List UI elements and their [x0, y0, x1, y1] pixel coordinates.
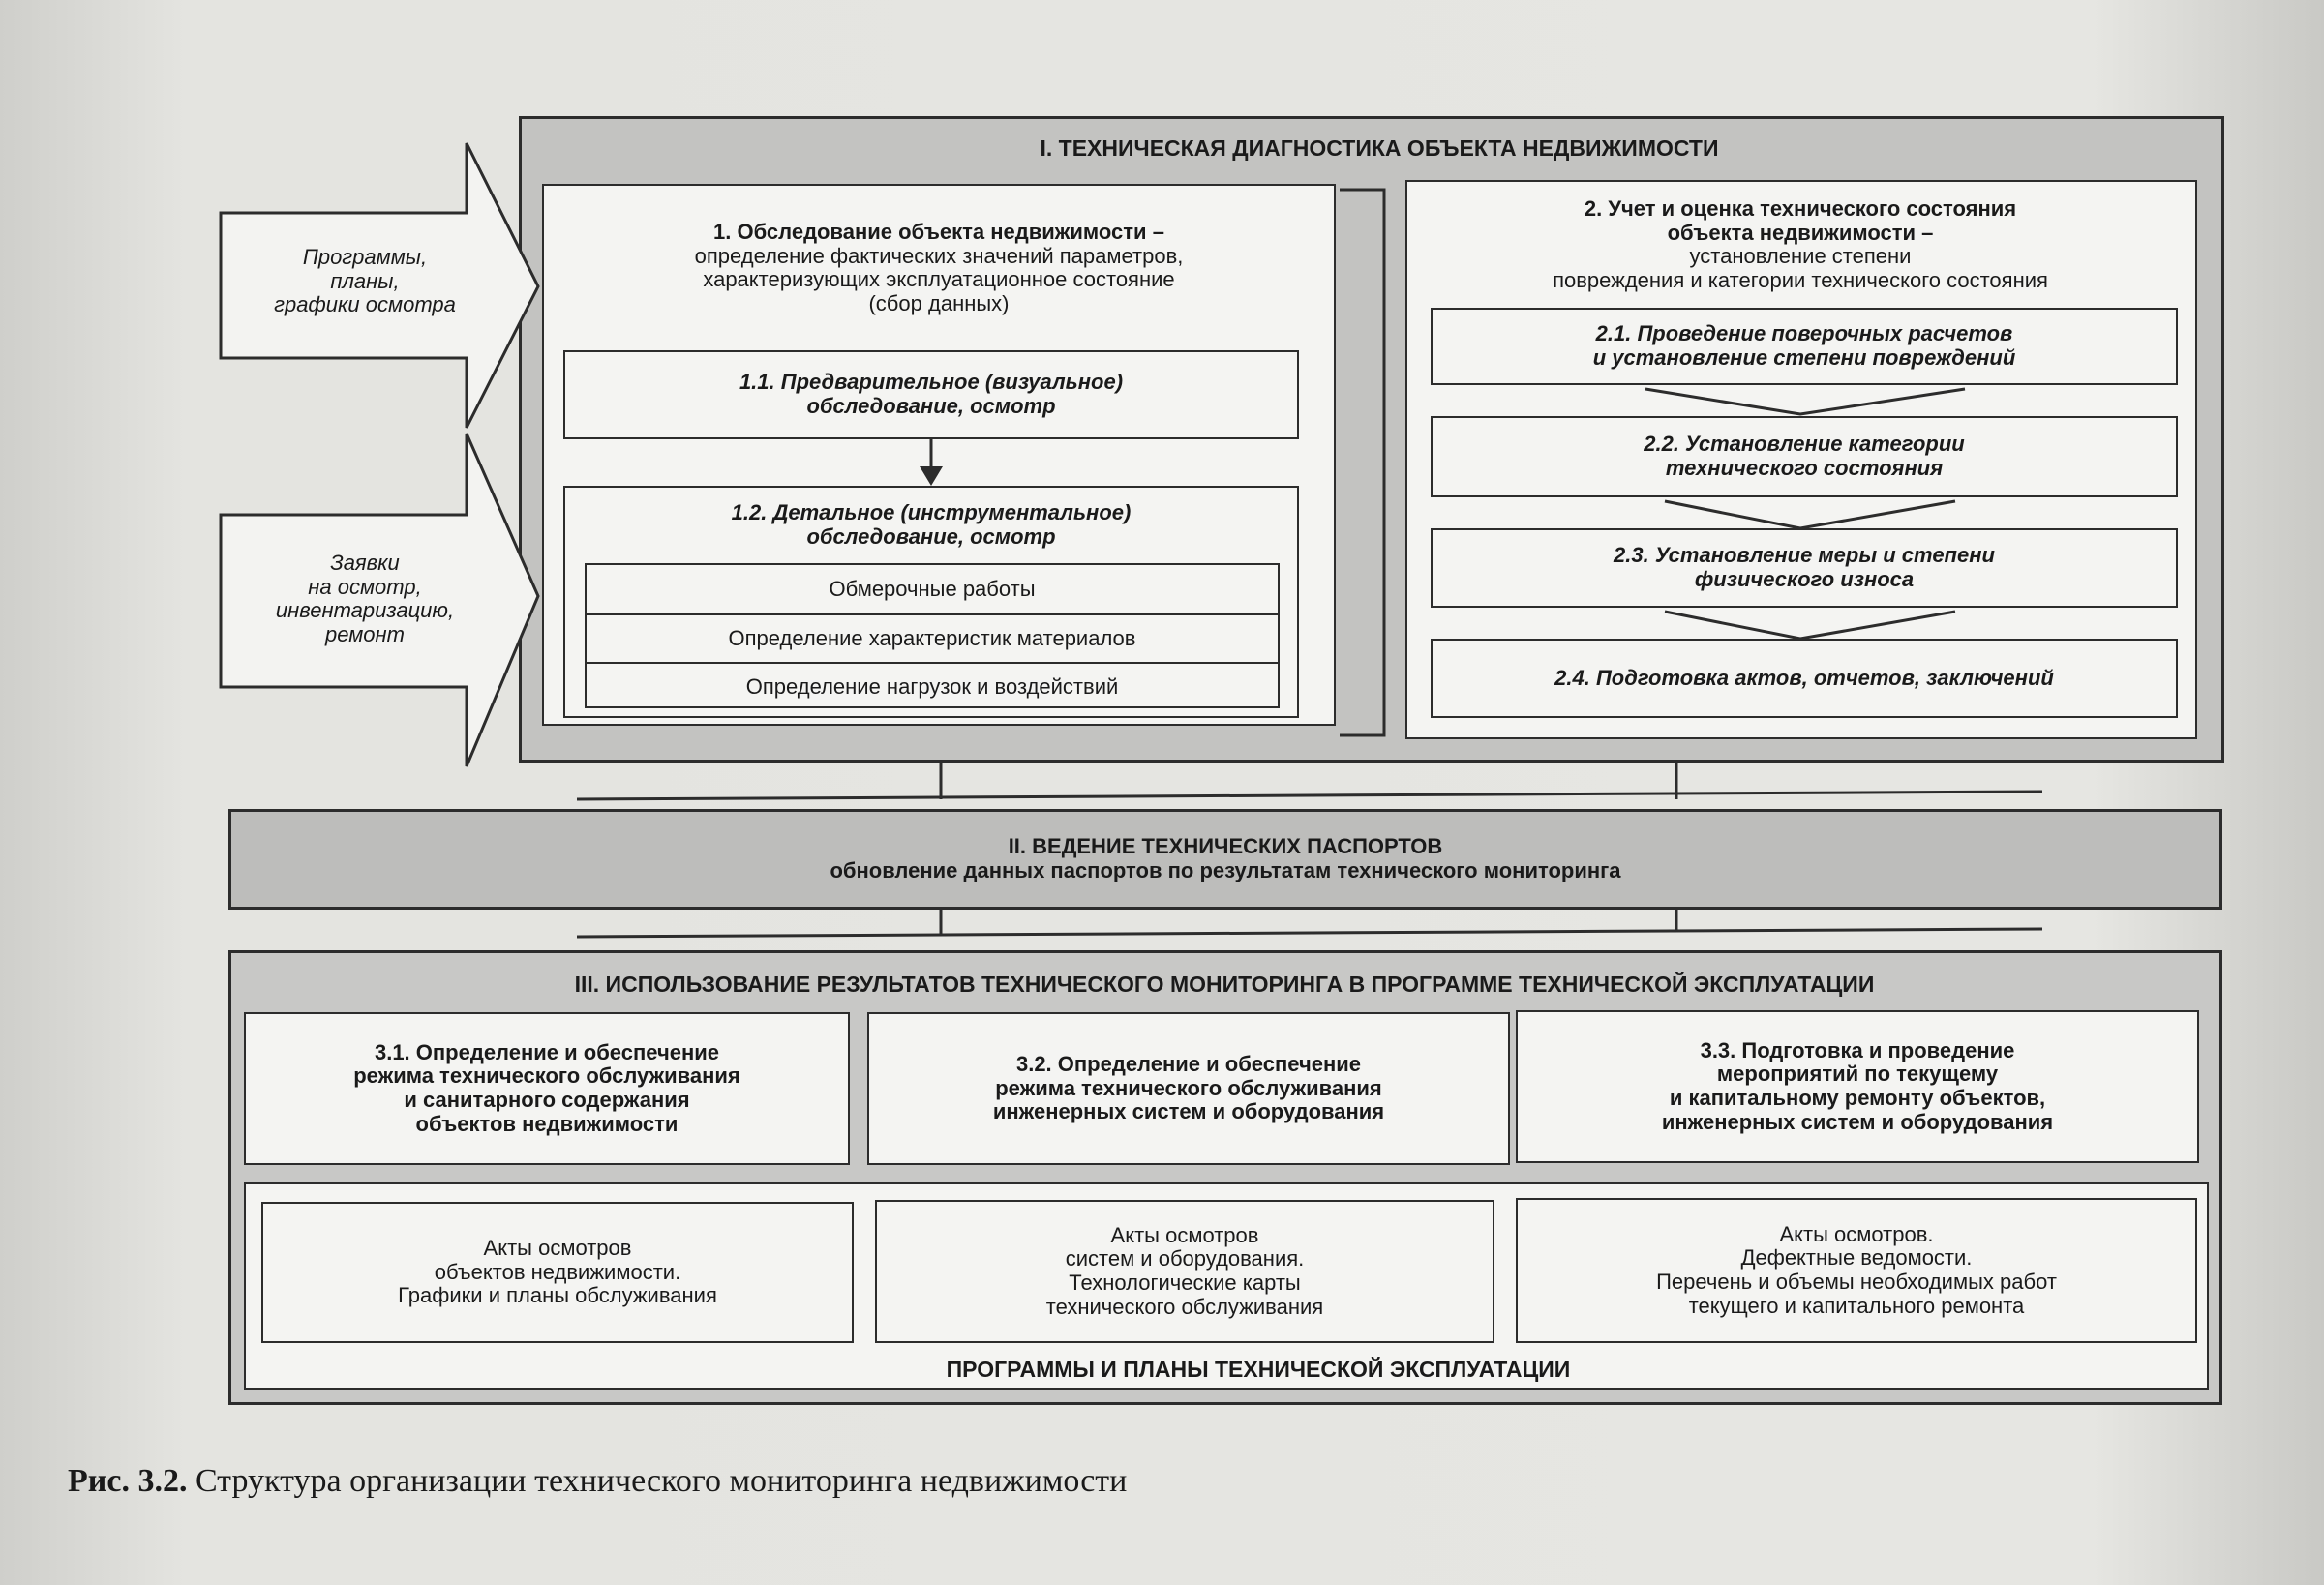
item-3-2-line1: 3.2. Определение и обеспечение: [1015, 1052, 1362, 1077]
step-2-2-line2: технического состояния: [1665, 456, 1944, 480]
item-3-1-line3: и санитарного содержания: [404, 1088, 690, 1112]
block1-desc-1: определение фактических значений параметров,: [694, 243, 1184, 268]
block2-title-1: 2. Учет и оценка технического состояния: [1584, 196, 2017, 221]
item-3-3-line4: инженерных систем и оборудования: [1661, 1109, 2054, 1134]
connector-1-2-bar: [577, 792, 2042, 799]
requests-line1: Заявки: [330, 551, 400, 575]
block2-desc-2: повреждения и категории технического состояния: [1553, 267, 2048, 292]
block1-desc-3: (сбор данных): [868, 290, 1010, 315]
step-2-4-label: 2.4. Подготовка актов, отчетов, заключений: [1554, 665, 2054, 690]
item-3-2-line2: режима технического обслуживания: [995, 1075, 1382, 1100]
programs-line2: планы,: [330, 268, 400, 293]
section2-band: [228, 809, 2222, 910]
output-3-3-line4: текущего и капитального ремонта: [1688, 1293, 2025, 1318]
step-1-2-line2: обследование, осмотр: [806, 523, 1056, 549]
requests-label: [254, 552, 476, 647]
work-item-measure: Обмерочные работы: [587, 565, 1278, 615]
caption-text: Структура организации технического мониторинга недвижимости: [195, 1463, 1128, 1499]
programs-line1: Программы,: [302, 245, 428, 269]
item-3-1-line2: режима технического обслуживания: [353, 1063, 740, 1089]
step-2-1-line1: 2.1. Проведение поверочных расчетов: [1595, 321, 2013, 346]
step-1-1-line2: обследование, осмотр: [806, 394, 1056, 418]
figure-caption: [68, 1463, 1520, 1500]
programs-line3: графики осмотра: [274, 292, 456, 317]
output-3-1: [261, 1202, 854, 1343]
block1-title: 1. Обследование объекта недвижимости –: [713, 220, 1164, 244]
output-3-3-line1: Акты осмотров.: [1779, 1221, 1934, 1246]
output-3-2: [875, 1200, 1494, 1343]
step-1-2-line1: 1.2. Детальное (инструментальное): [731, 500, 1132, 524]
item-3-3-line1: 3.3. Подготовка и проведение: [1700, 1037, 2015, 1062]
block2-desc-1: установление степени: [1689, 244, 1912, 269]
step-2-3-line2: физического износа: [1694, 567, 1915, 591]
chevron-2-2-2-3: [1665, 501, 1955, 528]
requests-line2: на осмотр,: [308, 574, 422, 599]
work-item-materials: Определение характеристик материалов: [587, 615, 1278, 664]
step-1-1-line1: 1.1. Предварительное (визуальное): [739, 370, 1124, 395]
section3-footer: ПРОГРАММЫ И ПЛАНЫ ТЕХНИЧЕСКОЙ ЭКСПЛУАТАЦИИ: [946, 1357, 1571, 1382]
block2-title-2: объекта недвижимости –: [1667, 220, 1934, 245]
output-3-1-line2: объектов недвижимости.: [434, 1259, 681, 1284]
chevron-2-1-2-2: [1645, 389, 1965, 414]
section2-title: II. ВЕДЕНИЕ ТЕХНИЧЕСКИХ ПАСПОРТОВ: [1008, 834, 1443, 859]
item-3-3-line2: мероприятий по текущему: [1716, 1062, 1999, 1087]
output-3-2-line1: Акты осмотров: [1110, 1222, 1259, 1247]
connector-2-3-bar: [577, 929, 2042, 937]
output-3-2-line4: технического обслуживания: [1045, 1294, 1324, 1319]
step-1-1-to-1-2-head: [920, 466, 943, 486]
section3-title: III. ИСПОЛЬЗОВАНИЕ РЕЗУЛЬТАТОВ ТЕХНИЧЕСКОГО МОНИТОРИНГА В ПРОГРАММЕ ТЕХНИЧЕСКОЙ ЭКСПЛУАТАЦИИ: [574, 972, 1875, 997]
output-3-3-line3: Перечень и объемы необходимых работ: [1656, 1270, 2057, 1294]
caption-label: Рис. 3.2.: [68, 1463, 188, 1499]
step-2-2-line1: 2.2. Установление категории: [1644, 432, 1965, 457]
output-3-1-line3: Графики и планы обслуживания: [398, 1283, 717, 1308]
item-3-1: [244, 1012, 850, 1165]
block-link-bracket: [1340, 190, 1384, 735]
item-3-2-line3: инженерных систем и оборудования: [992, 1099, 1385, 1124]
step-2-1-line2: и установление степени повреждений: [1592, 345, 2016, 370]
output-3-1-line1: Акты осмотров: [483, 1236, 632, 1261]
chevron-2-3-2-4: [1665, 612, 1955, 639]
output-3-3-line2: Дефектные ведомости.: [1740, 1245, 1973, 1271]
requests-line3: инвентаризацию,: [275, 598, 455, 623]
work-item-loads: Определение нагрузок и воздействий: [745, 674, 1119, 699]
item-3-1-line4: объектов недвижимости: [415, 1111, 679, 1136]
programs-label: [254, 246, 476, 317]
item-3-3-line3: и капитальному ремонту объектов,: [1669, 1086, 2046, 1110]
output-3-2-line2: систем и оборудования.: [1065, 1246, 1305, 1271]
item-3-2: [867, 1012, 1510, 1165]
output-3-3: [1516, 1198, 2197, 1343]
item-3-3: [1516, 1010, 2199, 1163]
section2-subtitle: обновление данных паспортов по результатам технического мониторинга: [830, 858, 1621, 882]
item-3-1-line1: 3.1. Определение и обеспечение: [374, 1039, 720, 1064]
requests-line4: ремонт: [325, 621, 405, 646]
step-2-3-line1: 2.3. Установление меры и степени: [1614, 543, 1995, 568]
section1-title: I. ТЕХНИЧЕСКАЯ ДИАГНОСТИКА ОБЪЕКТА НЕДВИЖИМОСТИ: [1040, 135, 1719, 161]
block1-desc-2: характеризующих эксплуатационное состояние: [703, 267, 1175, 292]
output-3-2-line3: Технологические карты: [1069, 1271, 1301, 1295]
